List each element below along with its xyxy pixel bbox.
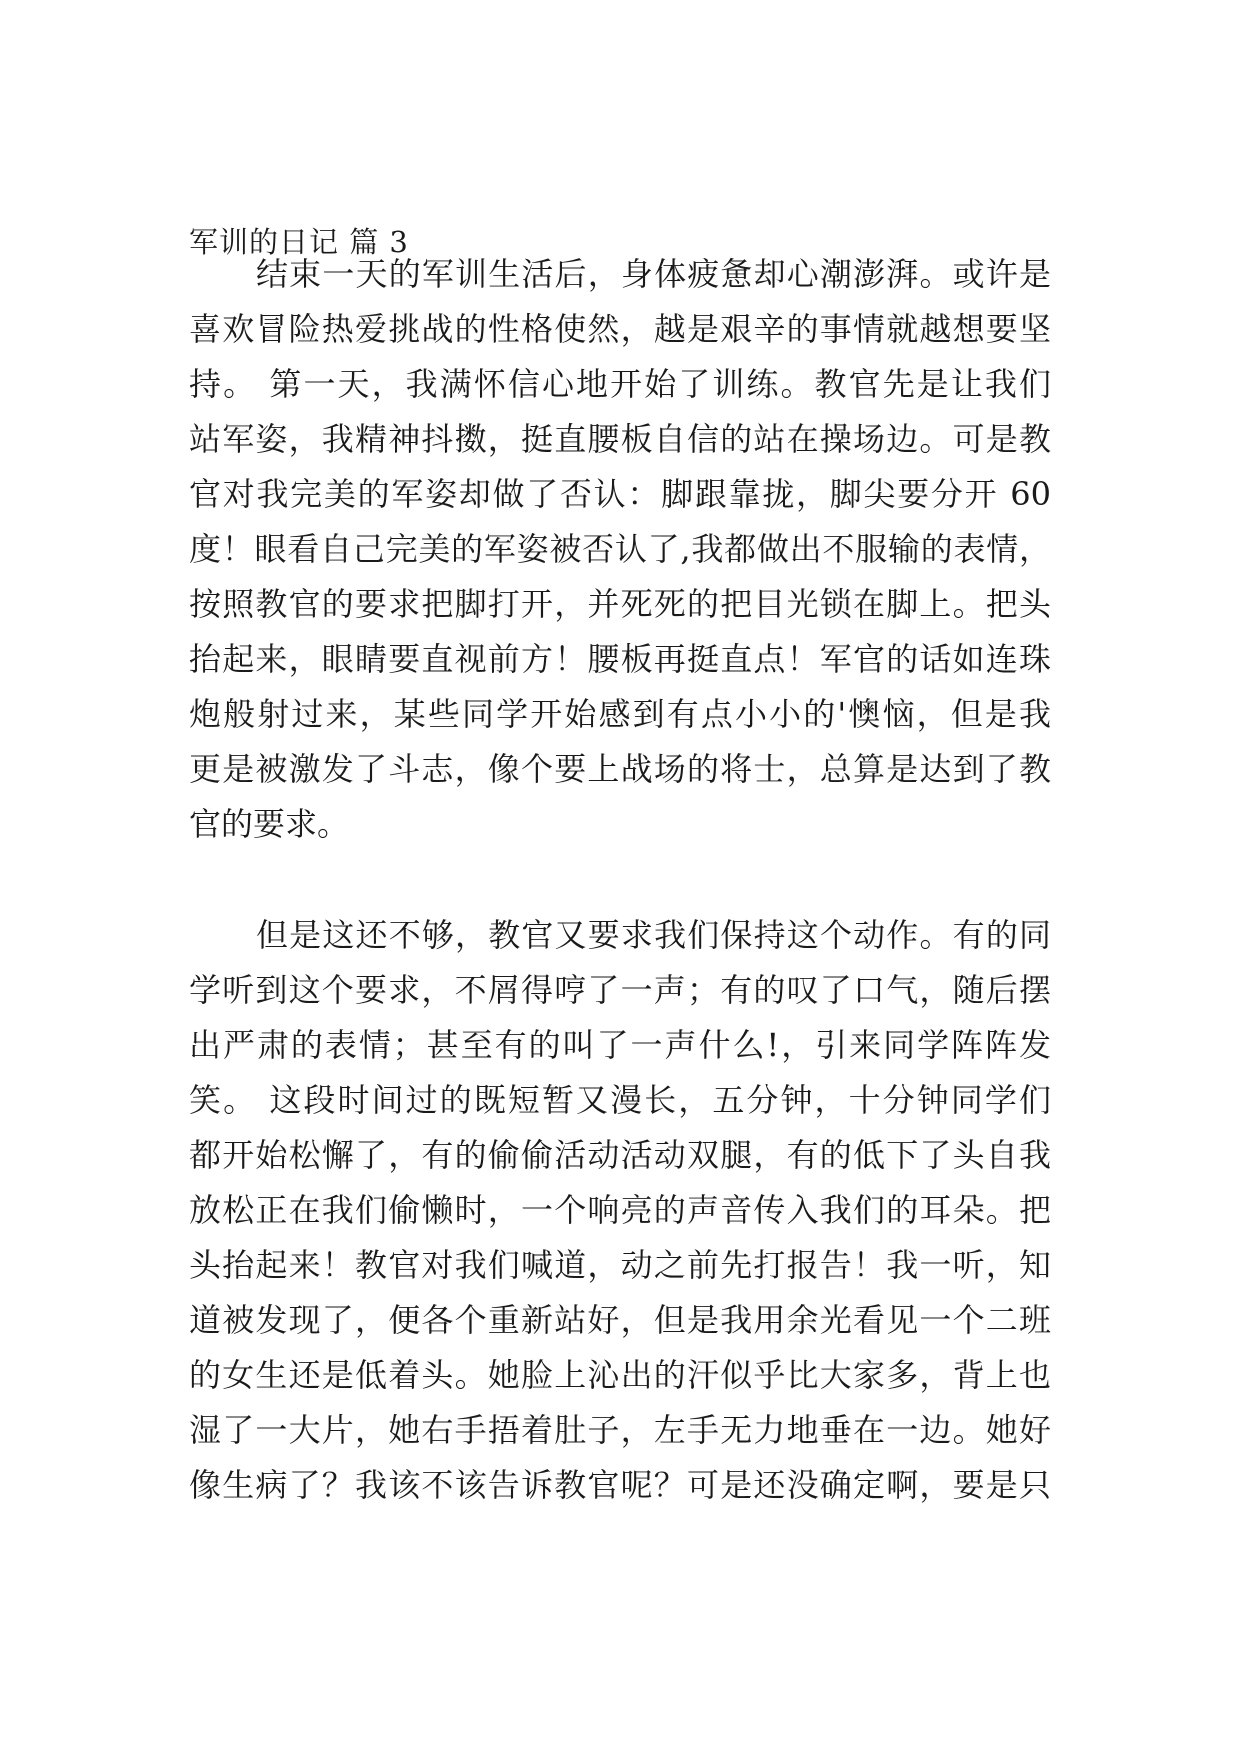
paragraph-1-line: 炮般射过来，某些同学开始感到有点小小的'懊恼，但是我 [189,695,1051,733]
paragraph-1-line: 度！眼看自己完美的军姿被否认了,我都做出不服输的表情， [189,530,1051,568]
paragraph-2-line: 头抬起来！教官对我们喊道，动之前先打报告！我一听，知 [189,1246,1051,1284]
paragraph-2-line: 道被发现了，便各个重新站好，但是我用余光看见一个二班 [189,1301,1051,1339]
paragraph-2-line: 都开始松懈了，有的偷偷活动活动双腿，有的低下了头自我 [189,1136,1051,1174]
paragraph-1-line: 持。 第一天，我满怀信心地开始了训练。教官先是让我们 [189,365,1051,403]
paragraph-2-line: 湿了一大片，她右手捂着肚子，左手无力地垂在一边。她好 [189,1411,1051,1449]
paragraph-2-line: 的女生还是低着头。她脸上沁出的汗似乎比大家多，背上也 [189,1356,1051,1394]
paragraph-2-line: 像生病了？我该不该告诉教官呢？可是还没确定啊，要是只 [189,1466,1051,1504]
paragraph-2-line: 笑。 这段时间过的既短暂又漫长，五分钟，十分钟同学们 [189,1081,1051,1119]
paragraph-1-line: 抬起来，眼睛要直视前方！腰板再挺直点！军官的话如连珠 [189,640,1051,678]
paragraph-2-line: 学听到这个要求，不屑得哼了一声；有的叹了口气，随后摆 [189,971,1051,1009]
paragraph-1-line: 结束一天的军训生活后，身体疲惫却心潮澎湃。或许是 [256,255,1051,293]
paragraph-1-line: 官对我完美的军姿却做了否认：脚跟靠拢，脚尖要分开 60 [189,475,1051,513]
paragraph-2-line: 放松正在我们偷懒时，一个响亮的声音传入我们的耳朵。把 [189,1191,1051,1229]
page-title: 军训的日记 篇 3 [189,225,409,259]
paragraph-1-line: 官的要求。 [189,805,350,843]
paragraph-1-line: 站军姿，我精神抖擞，挺直腰板自信的站在操场边。可是教 [189,420,1051,458]
paragraph-2-line: 出严肃的表情；甚至有的叫了一声什么!，引来同学阵阵发 [189,1026,1051,1064]
paragraph-1-line: 喜欢冒险热爱挑战的性格使然，越是艰辛的事情就越想要坚 [189,310,1051,348]
paragraph-2-line: 但是这还不够，教官又要求我们保持这个动作。有的同 [256,916,1051,954]
paragraph-1-line: 更是被激发了斗志，像个要上战场的将士，总算是达到了教 [189,750,1051,788]
paragraph-1-line: 按照教官的要求把脚打开，并死死的把目光锁在脚上。把头 [189,585,1051,623]
